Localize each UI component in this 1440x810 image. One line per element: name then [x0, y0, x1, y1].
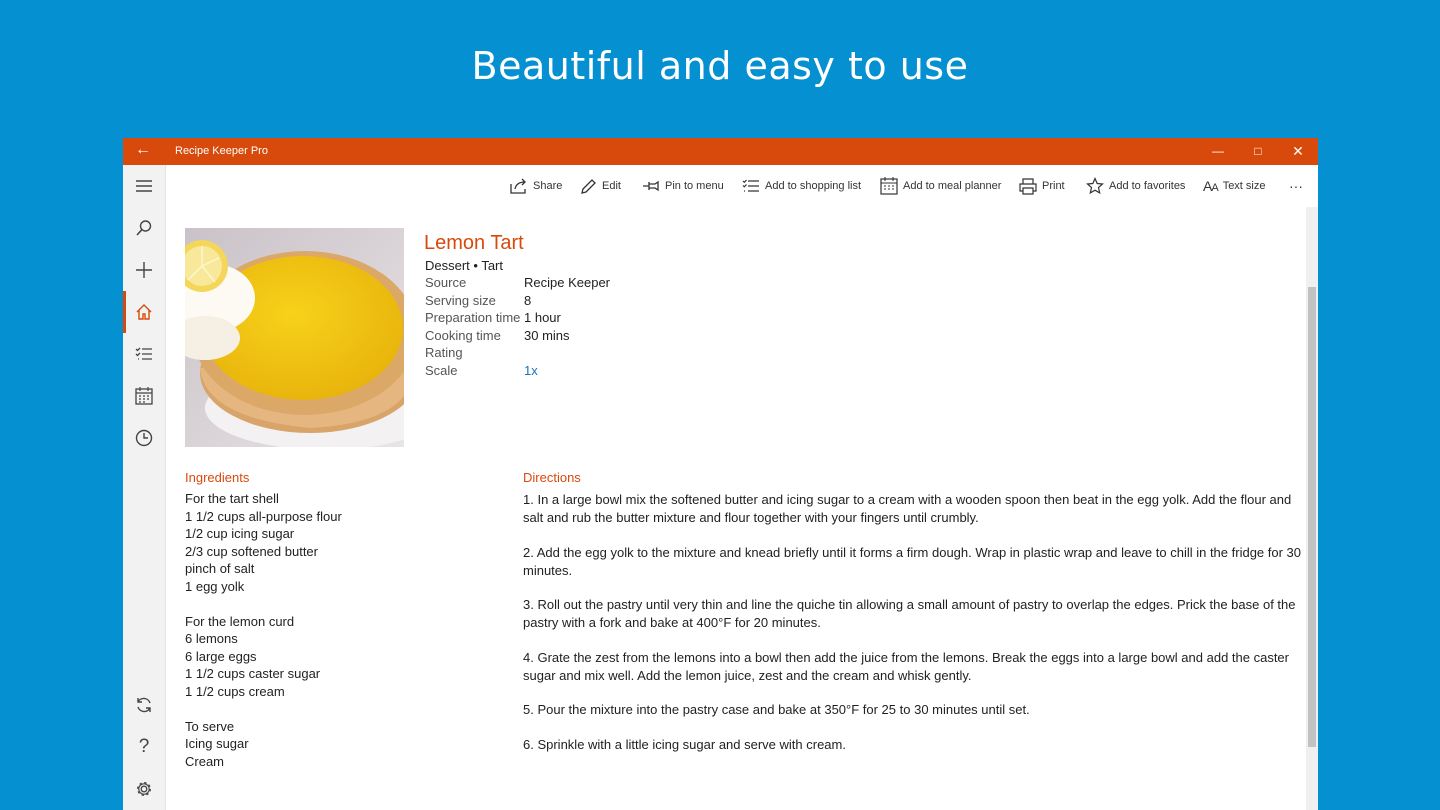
meal-planner-label: Add to meal planner [903, 180, 1002, 192]
recipe-category: Dessert • Tart [425, 258, 503, 273]
print-button[interactable] [1019, 176, 1065, 196]
title-bar [123, 138, 1318, 165]
meta-label: Preparation time [425, 310, 521, 325]
direction-step: 3. Roll out the pastry until very thin and line the quiche tin allowing a small amount of pastry to overlap the edges. Prick the base of the pastry with a fork and bake at 400°F for 20 minutes. [523, 597, 1296, 630]
scrollbar-thumb[interactable] [1308, 287, 1316, 747]
meta-label: Cooking time [425, 328, 501, 343]
ingredient-line: 1 1/2 cups caster sugar [185, 666, 321, 681]
add-to-meal-planner-button[interactable] [880, 176, 1001, 196]
window-title: Recipe Keeper Pro [175, 145, 268, 157]
shopping-list-label: Add to shopping list [765, 180, 862, 192]
ingredient-line: 1/2 cup icing sugar [185, 526, 295, 541]
edit-label: Edit [602, 180, 621, 192]
direction-step: 4. Grate the zest from the lemons into a bowl then add the juice from the lemons. Break the eggs into a large bowl and add the caster sugar and mix well. Add the lemon juice, zest and the cream and whisk gently. [523, 650, 1289, 683]
text-size-button[interactable] [1203, 176, 1265, 196]
edit-button[interactable] [580, 176, 621, 196]
calendar-icon[interactable] [123, 375, 165, 417]
settings-icon[interactable] [123, 768, 165, 810]
direction-step: 1. In a large bowl mix the softened butter and icing sugar to a cream with a wooden spoon then beat in the egg yolk. Add the flour and salt and rub the butter mixture and flour together with your fingers until crumbly. [523, 492, 1292, 525]
shopping-list-icon [742, 179, 760, 193]
meta-label: Scale [425, 363, 458, 378]
meta-label: Serving size [425, 293, 496, 308]
close-icon[interactable]: ✕ [1292, 143, 1304, 159]
directions-heading: Directions [523, 470, 581, 485]
promo-title: Beautiful and easy to use [471, 44, 969, 88]
add-icon[interactable] [123, 249, 165, 291]
direction-step: 6. Sprinkle with a little icing sugar and serve with cream. [523, 737, 846, 752]
checklist-icon[interactable] [123, 333, 165, 375]
recipe-content [166, 207, 1306, 810]
ingredient-line: 2/3 cup softened butter [185, 543, 318, 559]
ingredients-heading: Ingredients [185, 470, 250, 485]
pin-label: Pin to menu [665, 180, 724, 192]
edit-icon [580, 178, 597, 195]
search-icon[interactable] [123, 207, 165, 249]
app-window [123, 138, 1318, 810]
recipe-photo [185, 228, 404, 447]
meta-value: Recipe Keeper [524, 275, 610, 290]
scale-link[interactable]: 1x [524, 363, 538, 378]
star-icon [1086, 177, 1104, 195]
ingredient-line: 6 lemons [185, 631, 238, 646]
back-arrow-icon[interactable]: ← [135, 141, 151, 158]
direction-step: 5. Pour the mixture into the pastry case and bake at 350°F for 25 to 30 minutes until set. [523, 702, 1030, 717]
ingredient-line: pinch of salt [185, 561, 255, 576]
sidebar [123, 165, 166, 810]
meta-label: Rating [425, 345, 463, 360]
minimize-icon[interactable]: — [1212, 144, 1224, 158]
sync-icon[interactable] [123, 684, 165, 726]
meta-value: 8 [524, 293, 532, 308]
meal-planner-icon [880, 177, 898, 195]
share-label: Share [533, 180, 563, 192]
hamburger-icon[interactable] [123, 165, 165, 207]
ingredient-line: 6 large eggs [185, 648, 257, 664]
ingredient-line: For the tart shell [185, 491, 279, 506]
recipe-title: Lemon Tart [424, 232, 524, 254]
ingredient-line: To serve [185, 718, 235, 734]
text-size-icon: AA [1203, 178, 1218, 194]
more-options-button[interactable]: ··· [1289, 178, 1303, 194]
maximize-icon[interactable]: □ [1254, 144, 1262, 158]
ingredient-line: Icing sugar [185, 736, 249, 751]
favorites-label: Add to favorites [1109, 180, 1186, 192]
clock-icon[interactable] [123, 417, 165, 459]
pin-to-menu-button[interactable] [642, 176, 724, 196]
print-icon [1019, 178, 1037, 195]
share-button[interactable] [510, 176, 562, 196]
meta-label: Source [425, 275, 467, 290]
text-size-label: Text size [1222, 180, 1266, 192]
help-icon[interactable]: ? [138, 736, 150, 757]
direction-step: 2. Add the egg yolk to the mixture and knead briefly until it forms a firm dough. Wrap in plastic wrap and leave to chill in the fridge for 30 minutes. [523, 545, 1302, 578]
print-label: Print [1042, 180, 1065, 192]
add-to-shopping-list-button[interactable] [742, 176, 861, 196]
ingredient-line: 1 1/2 cups all-purpose flour [185, 508, 342, 524]
add-to-favorites-button[interactable] [1086, 176, 1185, 196]
pin-icon [642, 179, 660, 193]
ingredient-line: Cream [185, 753, 225, 769]
meta-value: 30 mins [524, 328, 570, 343]
scrollbar[interactable] [1306, 207, 1318, 810]
ingredient-line: For the lemon curd [185, 613, 295, 629]
share-icon [510, 178, 528, 194]
ingredient-line: 1 1/2 cups cream [185, 683, 285, 699]
meta-value: 1 hour [524, 310, 561, 325]
command-bar [166, 165, 1318, 207]
home-icon[interactable] [123, 291, 165, 333]
ingredient-line: 1 egg yolk [185, 578, 245, 594]
